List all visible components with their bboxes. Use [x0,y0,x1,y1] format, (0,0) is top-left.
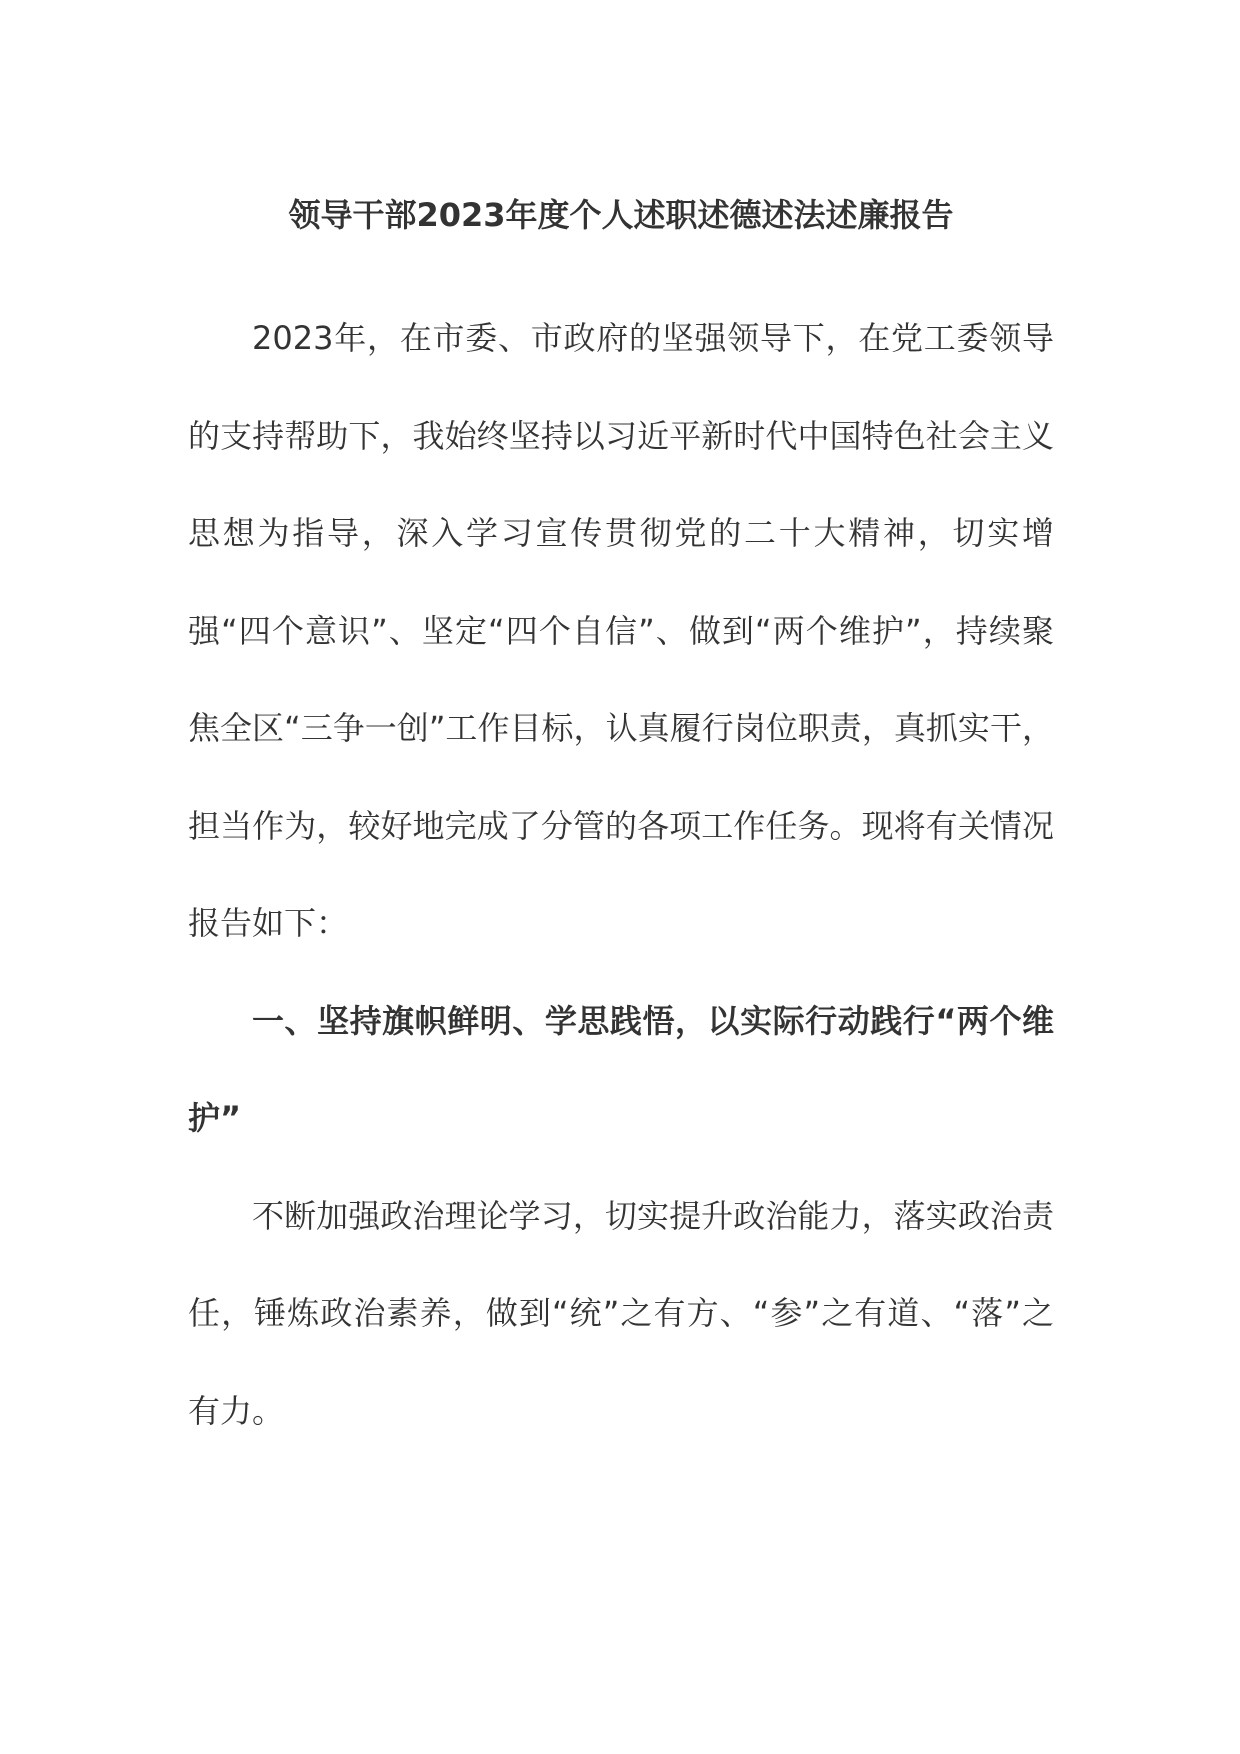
document-title: 领导干部2023年度个人述职述德述法述廉报告 [288,196,954,234]
section-paragraph-1: 不断加强政治理论学习，切实提升政治能力，落实政治责任，锤炼政治素养，做到“统”之有方、“参”之有道、“落”之有力。 [188,1196,1054,1430]
section-heading-1: 一、坚持旗帜鲜明、学思践悟，以实际行动践行“两个维护” [188,1001,1054,1137]
document-body [188,195,1054,1460]
intro-paragraph: 2023年，在市委、市政府的坚强领导下，在党工委领导的支持帮助下，我始终坚持以习近平新时代中国特色社会主义思想为指导，深入学习宣传贯彻党的二十大精神，切实增强“四个意识”、坚定“四个自信”、做到“两个维护”，持续聚焦全区“三争一创”工作目标，认真履行岗位职责，真抓实干，担当作为，较好地完成了分管的各项工作任务。现将有关情况报告如下： [188,319,1054,942]
